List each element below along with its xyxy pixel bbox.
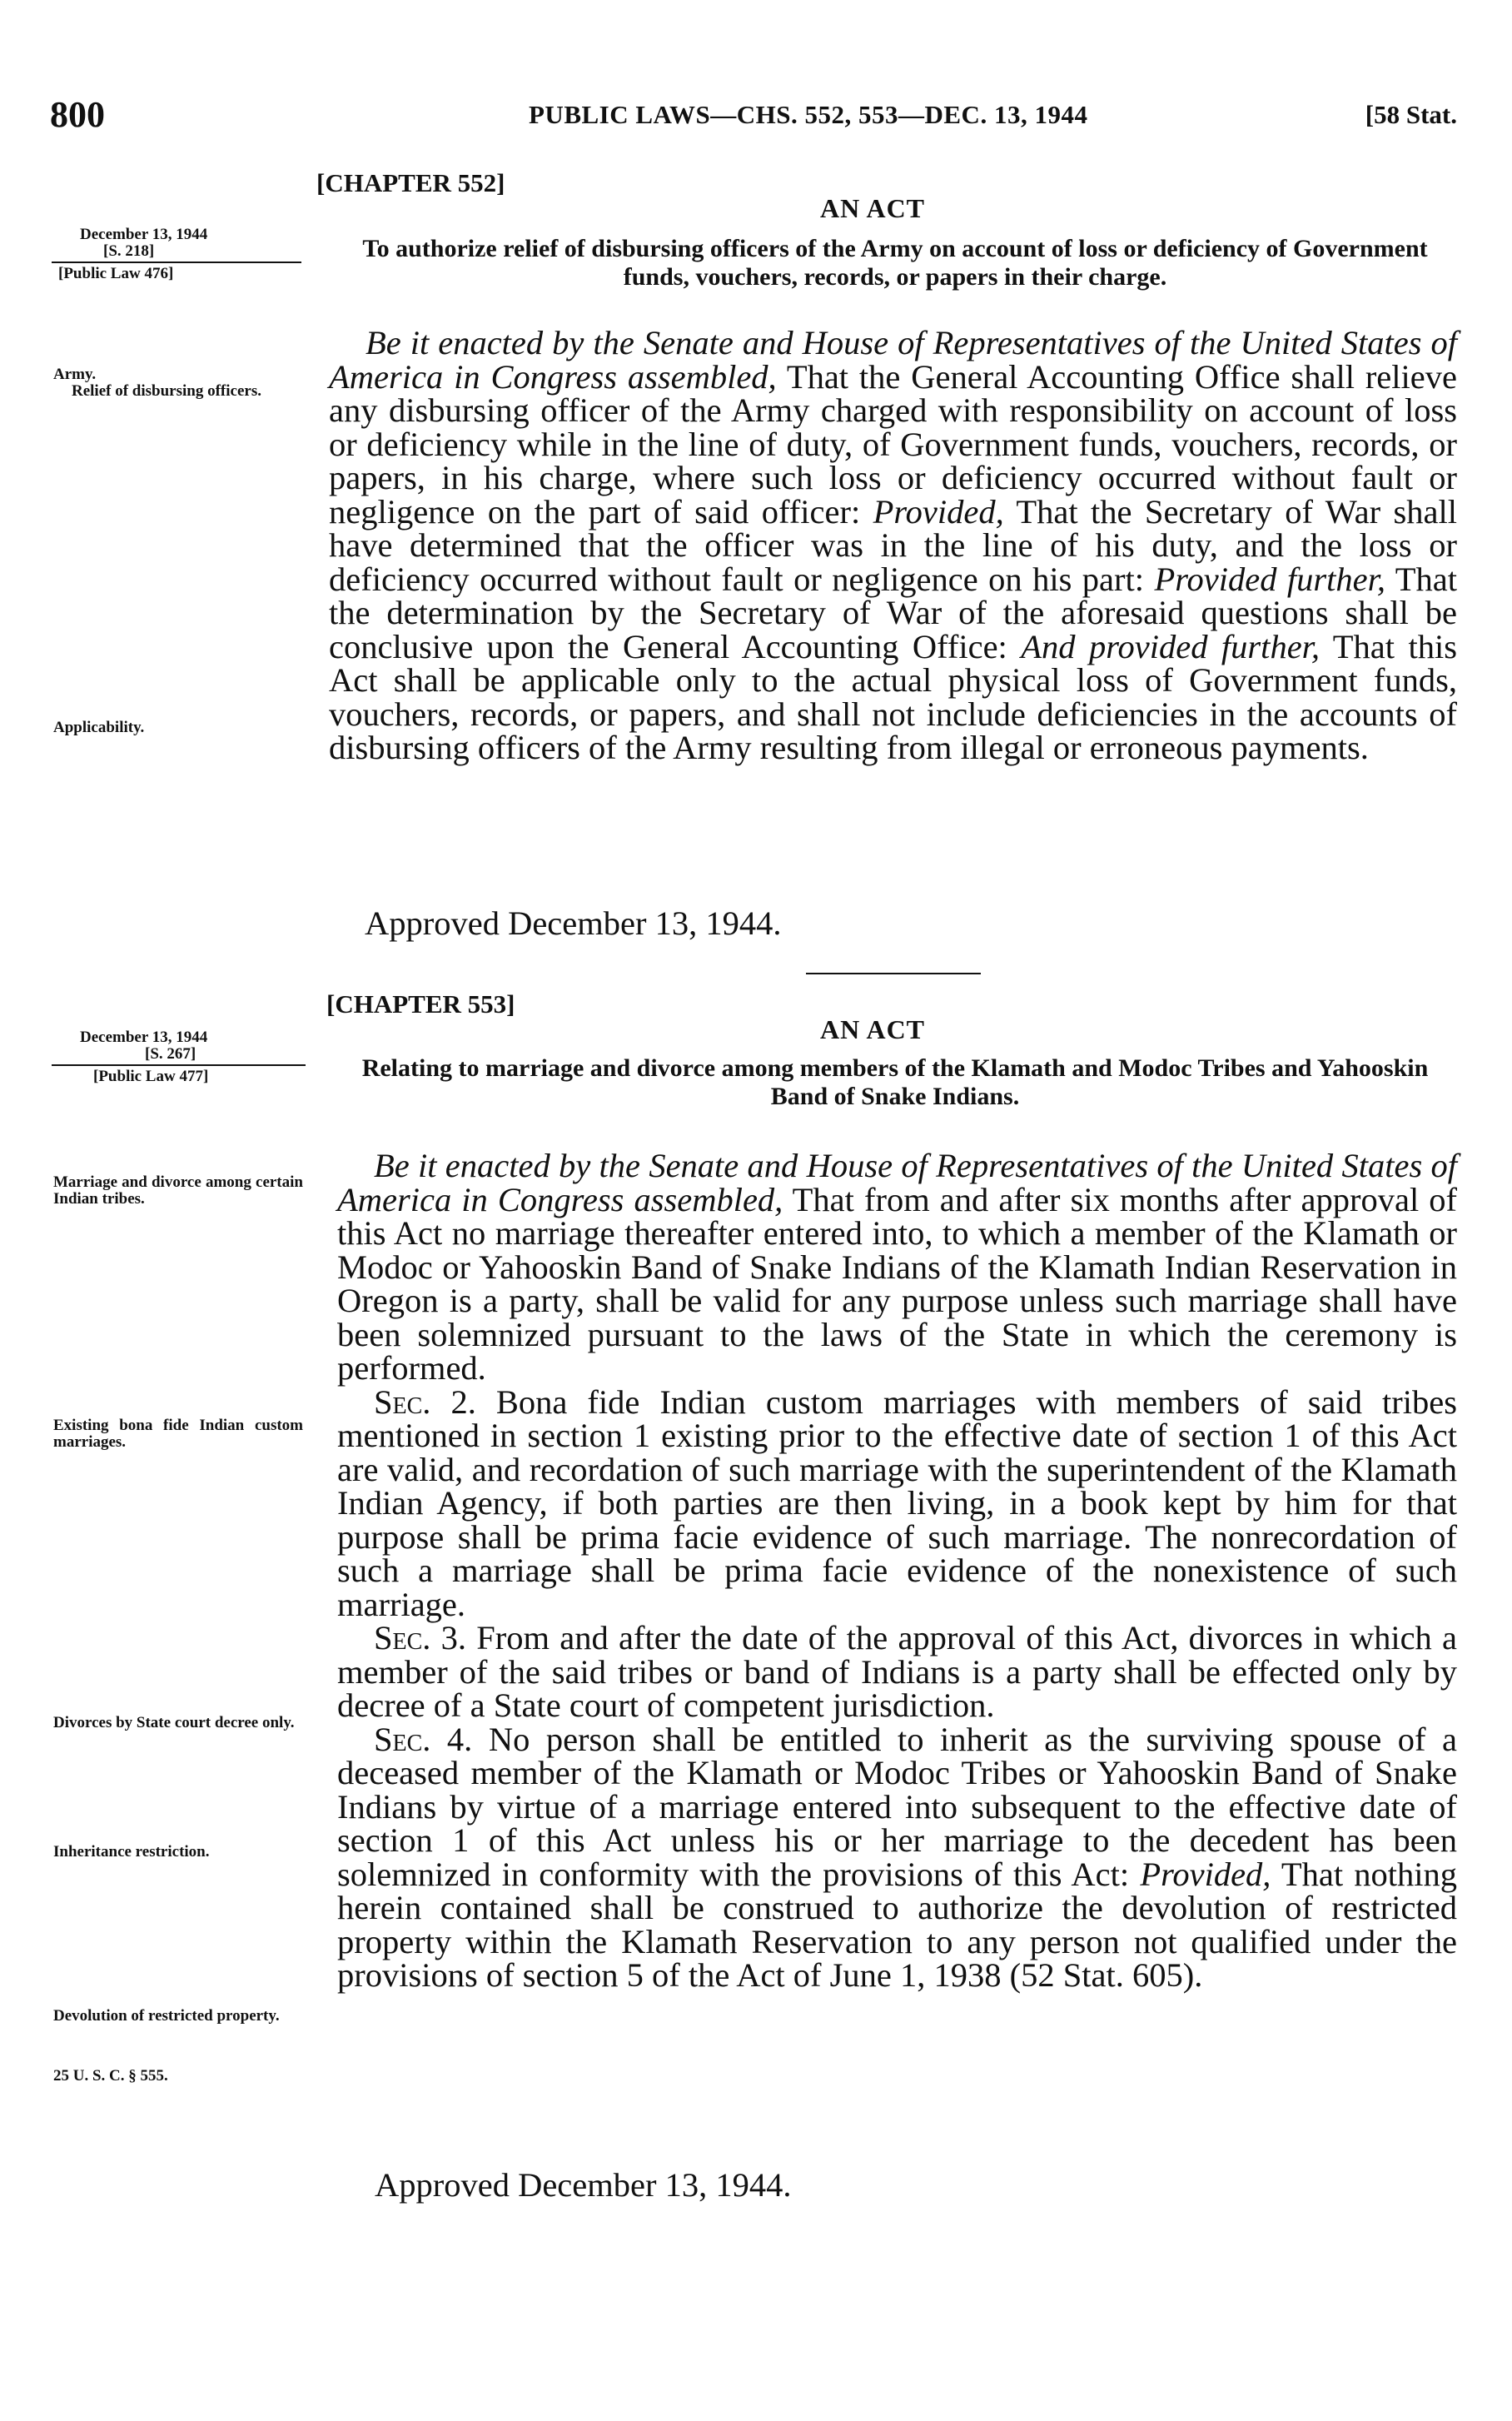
chapter-553-title: Relating to marriage and divorce among members of the Klamath and Modoc Tribes and Yahooskin Band of Snake Indians.: [361, 1054, 1429, 1110]
chapter-553-section-3: Sec. 3. From and after the date of the approval of this Act, divorces in which a member of the said tribes or band of Indians is a party shall be effected only by decree of a State court of competent jurisdiction.: [337, 1619, 1458, 1724]
margin-note-usc-citation: 25 U. S. C. § 555.: [53, 2067, 168, 2085]
margin-note-marriage: Marriage and divorce among certain Indian tribes.: [53, 1173, 303, 1208]
enacting-clause: Be it enacted by the Senate and House of Representatives of the United States of America in Congress assembled,: [337, 1147, 1457, 1218]
margin-note-applicability: Applicability.: [53, 719, 145, 736]
page-number: 800: [50, 94, 105, 135]
chapter-553-section-1: Be it enacted by the Senate and House of Representatives of the United States of America in Congress assembled, That from and after six months after approval of this Act no marriage thereafter entered into, to which a member of the Klamath or Modoc or Yahooskin Band of Snake Indians of the Klamath Indian Reservation in Oregon is a party, shall be valid for any purpose unless such marriage shall have been solemnized pursuant to the laws of the State in which the ceremony is performed.: [337, 1147, 1458, 1387]
chapter-552-title: To authorize relief of disbursing officers of the Army on account of loss or deficiency of Government funds, vouchers, records, or papers in their charge.: [362, 235, 1428, 291]
chapter-552-act-label: AN ACT: [820, 193, 926, 223]
margin-bill: [S. 218]: [103, 242, 155, 260]
margin-divider: [52, 262, 301, 263]
margin-note-existing-marriages: Existing bona fide Indian custom marriages.: [53, 1417, 303, 1451]
margin-note-inheritance: Inheritance restriction.: [53, 1843, 210, 1861]
margin-date: December 13, 1944: [80, 1029, 208, 1046]
chapter-552-approved: Approved December 13, 1944.: [365, 904, 782, 942]
margin-note-army: Army. Relief of disbursing officers.: [53, 366, 261, 400]
margin-note-devolution: Devolution of restricted property.: [53, 2007, 280, 2025]
margin-date: December 13, 1944: [80, 226, 208, 243]
chapter-552-label: [CHAPTER 552]: [316, 168, 505, 197]
margin-bill: [S. 267]: [145, 1045, 196, 1063]
margin-public-law: [Public Law 476]: [58, 265, 174, 282]
chapter-552-paragraph: Be it enacted by the Senate and House of Representatives of the United States of America in Congress assembled, That the General Accounting Office shall relieve any disbursing officer of the Army charged with responsibility on account of loss or deficiency while in the line of duty, of Government funds, vouchers, records, or papers, in his charge, where such loss or deficiency occurred without fault or negligence on the part of said officer: Provided, That the Secretary of War shall have determined that the officer was in the line of his duty, and the loss or deficiency occurred without fault or negligence on his part: Provided further, That the determination by the Secretary of War of the aforesaid questions shall be conclusive upon the General Accounting Office: And provided further, That this Act shall be applicable only to the actual physical loss of Government funds, vouchers, records, or papers, and shall not include deficiencies in the accounts of disbursing officers of the Army resulting from illegal or erroneous payments.: [329, 324, 1458, 766]
chapter-553-section-2: Sec. 2. Bona fide Indian custom marriages with members of said tribes mentioned in section 1 existing prior to the effective date of section 1 of this Act are valid, and recordation of such marriage with the superintendent of the Klamath Indian Agency, if both parties are then living, in a book kept by him for that purpose shall be prima facie evidence of such marriage. The nonrecordation of such a marriage shall be prima facie evidence of the nonexistence of such marriage.: [337, 1382, 1457, 1623]
page-header: [50, 93, 1457, 143]
chapter-553-approved: Approved December 13, 1944.: [375, 2166, 792, 2204]
margin-note-divorces: Divorces by State court decree only.: [53, 1714, 295, 1731]
enacting-clause: Be it enacted by the Senate and House of Representatives of the United States of America in Congress assembled,: [329, 324, 1457, 396]
chapter-553-body: [337, 1149, 1457, 1993]
chapter-553-margin-citation: [52, 1029, 306, 1085]
volume-reference: [58 Stat.: [1365, 100, 1457, 129]
chapter-553-section-4: Sec. 4. No person shall be entitled to inherit as the surviving spouse of a deceased member of the Klamath or Modoc Tribes or Yahooskin Band of Snake Indians by virtue of a marriage entered into subsequent to the effective date of section 1 of this Act unless his or her marriage to the decedent has been solemnized in conformity with the provisions of this Act: Provided, That nothing herein contained shall be construed to authorize the devolution of restricted property within the Klamath Reservation to any person not qualified under the provisions of section 5 of the Act of June 1, 1938 (52 Stat. 605).: [337, 1720, 1457, 1994]
chapter-552-body: [329, 326, 1457, 765]
margin-public-law: [Public Law 477]: [93, 1068, 209, 1085]
chapter-552-margin-citation: [52, 227, 306, 282]
running-title: PUBLIC LAWS—CHS. 552, 553—DEC. 13, 1944: [529, 100, 1088, 129]
margin-divider: [52, 1064, 306, 1066]
chapter-separator: [806, 973, 981, 974]
chapter-553-label: [CHAPTER 553]: [326, 989, 515, 1019]
chapter-553-act-label: AN ACT: [820, 1014, 926, 1044]
